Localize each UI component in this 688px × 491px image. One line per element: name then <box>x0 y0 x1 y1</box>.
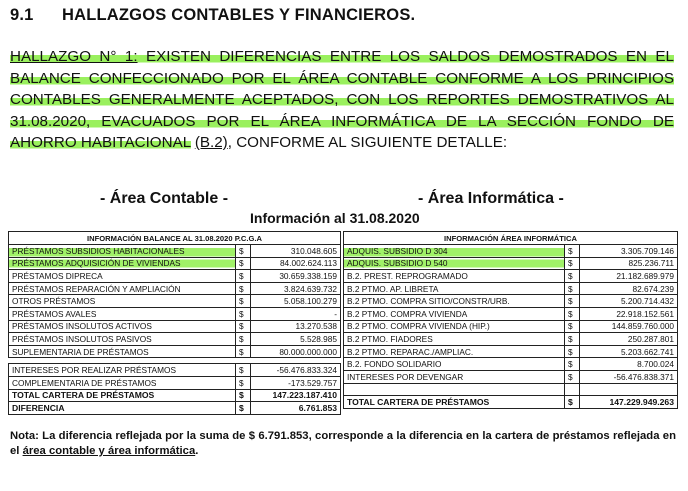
informatica-cell-label <box>344 383 565 396</box>
table-row <box>344 245 678 258</box>
informatica-cell-label: B.2 PTMO. FIADORES <box>344 333 565 346</box>
heading-area-informatica: - Área Informática - <box>418 190 564 207</box>
informatica-cell-value: 8.700.024 <box>580 358 678 371</box>
balance-cell-cur: $ <box>236 320 251 333</box>
balance-table-header: INFORMACIÓN BALANCE AL 31.08.2020 P.C.G.A <box>9 232 341 245</box>
balance-total-value: 147.223.187.410 <box>251 389 341 402</box>
informatica-table <box>343 231 678 409</box>
balance-cell-cur: $ <box>236 364 251 377</box>
balance-total-cur: $ <box>236 389 251 402</box>
informatica-cell-cur <box>565 383 580 396</box>
balance-cell-cur: $ <box>236 270 251 283</box>
balance-cell-label: PRÉSTAMOS AVALES <box>9 307 236 320</box>
balance-cell-cur: $ <box>236 245 251 258</box>
balance-cell-label: PRÉSTAMOS REPARACIÓN Y AMPLIACIÓN <box>9 282 236 295</box>
informatica-total-value: 147.229.949.263 <box>580 396 678 409</box>
finding-text-end: , CONFORME AL SIGUIENTE DETALLE: <box>227 134 508 151</box>
note-paragraph <box>10 429 676 459</box>
balance-cell-cur: $ <box>236 282 251 295</box>
informatica-cell-label: ADQUIS. SUBSIDIO D 304 <box>344 245 565 258</box>
table-row <box>344 358 678 371</box>
informatica-cell-cur: $ <box>565 257 580 270</box>
informatica-cell-cur: $ <box>565 282 580 295</box>
table-row <box>344 383 678 396</box>
table-row <box>9 333 341 346</box>
informatica-cell-value: 144.859.760.000 <box>580 320 678 333</box>
informatica-cell-cur: $ <box>565 370 580 383</box>
note-end: . <box>195 445 199 457</box>
balance-cell-label: INTERESES POR REALIZAR PRÉSTAMOS <box>9 364 236 377</box>
balance-diff-cur: $ <box>236 402 251 415</box>
balance-cell-cur: $ <box>236 295 251 308</box>
informatica-cell-value: 250.287.801 <box>580 333 678 346</box>
informatica-cell-value: 21.182.689.979 <box>580 270 678 283</box>
informatica-cell-cur: $ <box>565 320 580 333</box>
informatica-cell-label: B.2 PTMO. COMPRA SITIO/CONSTR/URB. <box>344 295 565 308</box>
balance-cell-cur: $ <box>236 333 251 346</box>
table-row <box>344 345 678 358</box>
table-row <box>9 270 341 283</box>
section-number: 9.1 <box>10 6 34 24</box>
informatica-cell-value: 3.305.709.146 <box>580 245 678 258</box>
balance-cell-label: PRÉSTAMOS INSOLUTOS ACTIVOS <box>9 320 236 333</box>
balance-cell-value: 13.270.538 <box>251 320 341 333</box>
balance-cell-value: 84.002.624.113 <box>251 257 341 270</box>
informatica-cell-value: 5.200.714.432 <box>580 295 678 308</box>
informatica-cell-value: 5.203.662.741 <box>580 345 678 358</box>
table-row <box>344 257 678 270</box>
balance-cell-label: PRÉSTAMOS ADQUISICIÓN DE VIVIENDAS <box>9 257 236 270</box>
balance-cell-value: -56.476.833.324 <box>251 364 341 377</box>
table-row <box>9 376 341 389</box>
balance-cell-cur: $ <box>236 345 251 358</box>
informatica-cell-value <box>580 383 678 396</box>
balance-table <box>8 231 341 415</box>
table-row <box>9 345 341 358</box>
balance-cell-cur: $ <box>236 376 251 389</box>
informatica-cell-cur: $ <box>565 270 580 283</box>
informatica-cell-label: B.2 PTMO. AP. LIBRETA <box>344 282 565 295</box>
table-row <box>9 295 341 308</box>
table-row-diff <box>9 402 341 415</box>
table-row <box>9 282 341 295</box>
informatica-cell-value: -56.476.838.371 <box>580 370 678 383</box>
balance-total-label: TOTAL CARTERA DE PRÉSTAMOS <box>9 389 236 402</box>
informatica-cell-value: 825.236.711 <box>580 257 678 270</box>
informatica-table-header: INFORMACIÓN ÁREA INFORMÁTICA <box>344 232 678 245</box>
balance-cell-cur: $ <box>236 307 251 320</box>
balance-cell-value: 3.824.639.732 <box>251 282 341 295</box>
informatica-cell-label: ADQUIS. SUBSIDIO D 540 <box>344 257 565 270</box>
informatica-cell-cur: $ <box>565 333 580 346</box>
section-title <box>10 6 415 25</box>
table-row <box>344 370 678 383</box>
table-row-total <box>344 396 678 409</box>
balance-diff-value: 6.761.853 <box>251 402 341 415</box>
heading-info-date: Información al 31.08.2020 <box>250 210 420 226</box>
balance-cell-label: OTROS PRÉSTAMOS <box>9 295 236 308</box>
table-row <box>344 333 678 346</box>
note-text: Nota: La diferencia reflejada por la suma de $ 6.791.853, corresponde a la diferencia en la cartera de préstamos reflejada en el <box>10 430 676 457</box>
balance-cell-label: PRÉSTAMOS INSOLUTOS PASIVOS <box>9 333 236 346</box>
balance-cell-value: 310.048.605 <box>251 245 341 258</box>
finding-text: EXISTEN DIFERENCIAS ENTRE LOS SALDOS DEMOSTRADOS EN EL BALANCE CONFECCIONADO POR EL ÁREA CONTABLE CONFORME A LOS PRINCIPIOS CONTABLES GENERALMENTE ACEPTADOS, CON LOS REPORTES DEMOSTRATIVOS AL 31.08.2020, EVACUADOS POR EL ÁREA INFORMÁTICA DE LA SECCIÓN FONDO DE AHORRO HABITACIONAL <box>10 48 674 151</box>
table-row <box>344 320 678 333</box>
finding-paragraph <box>10 46 674 154</box>
balance-cell-label: SUPLEMENTARIA DE PRÉSTAMOS <box>9 345 236 358</box>
balance-cell-value: 80.000.000.000 <box>251 345 341 358</box>
table-row <box>9 257 341 270</box>
informatica-cell-cur: $ <box>565 245 580 258</box>
heading-area-contable: - Área Contable - <box>100 190 229 207</box>
balance-cell-cur: $ <box>236 257 251 270</box>
informatica-cell-cur: $ <box>565 358 580 371</box>
balance-cell-value: -173.529.757 <box>251 376 341 389</box>
table-row <box>9 307 341 320</box>
informatica-total-label: TOTAL CARTERA DE PRÉSTAMOS <box>344 396 565 409</box>
informatica-cell-label: B.2. FONDO SOLIDARIO <box>344 358 565 371</box>
balance-diff-label: DIFERENCIA <box>9 402 236 415</box>
section-title-text: HALLAZGOS CONTABLES Y FINANCIEROS. <box>62 6 416 24</box>
table-row <box>9 245 341 258</box>
informatica-cell-label: B.2 PTMO. COMPRA VIVIENDA <box>344 307 565 320</box>
informatica-cell-cur: $ <box>565 295 580 308</box>
finding-label: HALLAZGO N° 1: <box>10 48 138 65</box>
informatica-total-cur: $ <box>565 396 580 409</box>
balance-cell-label: COMPLEMENTARIA DE PRÉSTAMOS <box>9 376 236 389</box>
table-row <box>9 320 341 333</box>
table-row-total <box>9 389 341 402</box>
balance-cell-value: 30.659.338.159 <box>251 270 341 283</box>
informatica-cell-cur: $ <box>565 345 580 358</box>
note-underlined: área contable y área informática <box>22 445 196 457</box>
balance-cell-value: 5.528.985 <box>251 333 341 346</box>
table-row <box>9 364 341 377</box>
table-row <box>344 307 678 320</box>
table-row <box>344 295 678 308</box>
balance-cell-value: 5.058.100.279 <box>251 295 341 308</box>
balance-cell-value: - <box>251 307 341 320</box>
informatica-cell-label: INTERESES POR DEVENGAR <box>344 370 565 383</box>
informatica-cell-value: 82.674.239 <box>580 282 678 295</box>
informatica-cell-value: 22.918.152.561 <box>580 307 678 320</box>
informatica-cell-cur: $ <box>565 307 580 320</box>
balance-cell-label: PRÉSTAMOS DIPRECA <box>9 270 236 283</box>
informatica-cell-label: B.2. PREST. REPROGRAMADO <box>344 270 565 283</box>
balance-cell-label: PRÉSTAMOS SUBSIDIOS HABITACIONALES <box>9 245 236 258</box>
table-row <box>344 270 678 283</box>
finding-ref: (B.2) <box>194 134 228 151</box>
informatica-cell-label: B.2 PTMO. COMPRA VIVIENDA (HIP.) <box>344 320 565 333</box>
informatica-cell-label: B.2 PTMO. REPARAC./AMPLIAC. <box>344 345 565 358</box>
table-row <box>344 282 678 295</box>
